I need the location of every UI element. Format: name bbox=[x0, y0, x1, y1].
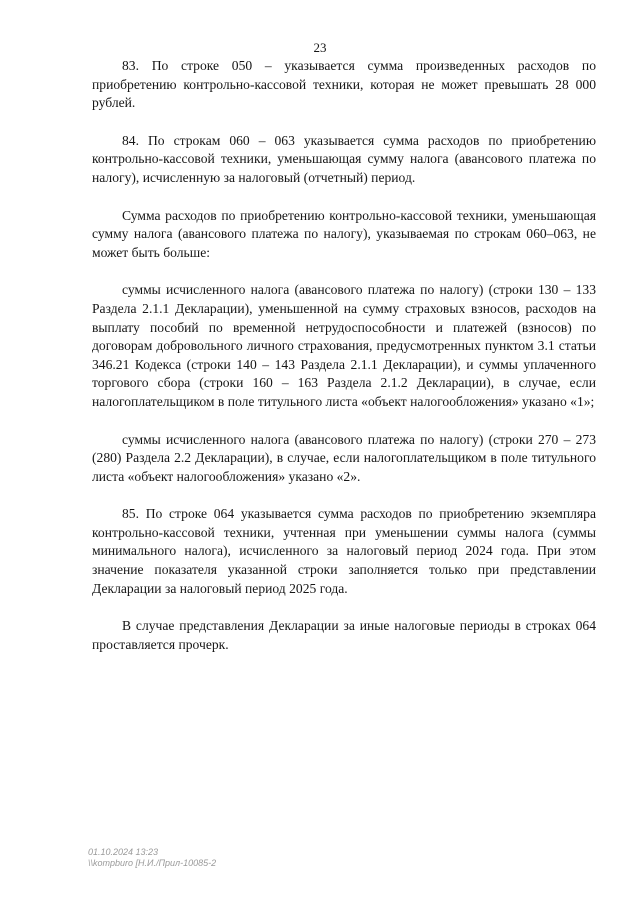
paragraph-limit-object-1: суммы исчисленного налога (авансового платежа по налогу) (строки 130 – 133 Раздела 2.1.1 Декларации), уменьшенной на сумму страховых взносов, расходов на выплату пособий по временной нетрудоспособности и платежей (взносов) по договорам добровольного личного страхования, предусмотренных пунктом 3.1 статьи 346.21 Кодекса (строки 140 – 143 Раздела 2.1.1 Декларации), и суммы уплаченного торгового сбора (строки 160 – 163 Раздела 2.1.2 Декларации), в случае, если налогоплательщиком в поле титульного листа «объект налогообложения» указано «1»; bbox=[92, 282, 596, 409]
paragraph-limit-intro: Сумма расходов по приобретению контрольно-кассовой техники, уменьшающая сумму налога (авансового платежа по налогу), указываемая по строкам 060–063, не может быть больше: bbox=[92, 207, 596, 260]
paragraph-84: 84. По строкам 060 – 063 указывается сумма расходов по приобретению контрольно-кассовой техники, уменьшающая сумму налога (авансового платежа по налогу), исчисленную за налоговый (отчетный) период. bbox=[92, 132, 596, 185]
footer-file-path: \\kompburo [Н.И./Прил-10085-2 bbox=[88, 858, 217, 868]
page-number: 23 bbox=[313, 40, 327, 55]
document-body bbox=[92, 57, 596, 654]
paragraph-dash-note: В случае представления Декларации за иные налоговые периоды в строках 064 проставляется прочерк. bbox=[92, 618, 596, 652]
paragraph-85: 85. По строке 064 указывается сумма расходов по приобретению экземпляра контрольно-кассовой техники, учтенная при уменьшении суммы налога (суммы минимального налога), исчисленного за налоговый период 2024 года. При этом значение показателя указанной строки заполняется только при представлении Декларации за налоговый период 2025 года. bbox=[92, 506, 596, 596]
document-footer bbox=[88, 847, 216, 869]
footer-timestamp: 01.10.2024 13:23 bbox=[88, 847, 159, 857]
paragraph-limit-object-2: суммы исчисленного налога (авансового платежа по налогу) (строки 270 – 273 (280) Раздела 2.2 Декларации), в случае, если налогоплательщиком в поле титульного листа «объект налогообложения» указано «2». bbox=[92, 431, 596, 484]
paragraph-83: 83. По строке 050 – указывается сумма произведенных расходов по приобретению контрольно-кассовой техники, которая не может превышать 28 000 рублей. bbox=[92, 58, 596, 111]
